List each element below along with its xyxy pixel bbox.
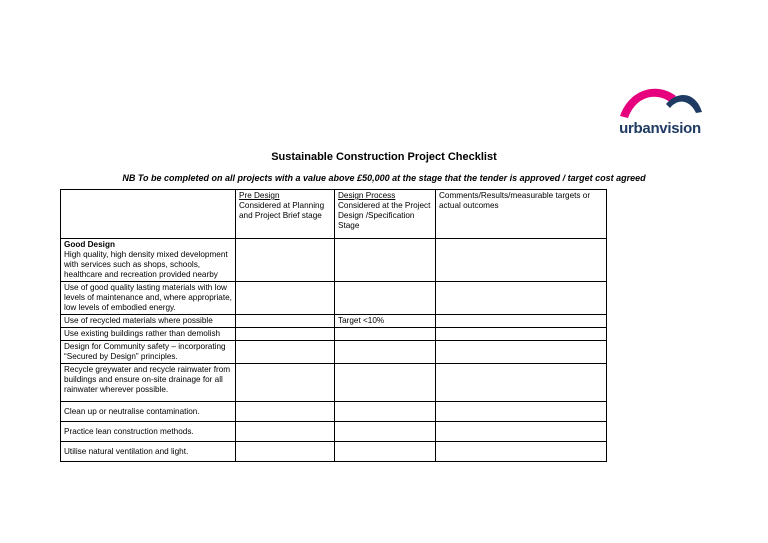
criterion-cell: Utilise natural ventilation and light. (61, 442, 236, 462)
pre-design-cell[interactable] (236, 341, 335, 364)
design-process-cell[interactable] (335, 422, 436, 442)
comments-cell[interactable] (436, 442, 607, 462)
table-row (61, 315, 607, 328)
table-row (61, 328, 607, 341)
pre-design-title: Pre Design (239, 191, 280, 200)
criterion-cell (61, 239, 236, 282)
document-subtitle: NB To be completed on all projects with a value above £50,000 at the stage that the tender is approved / target cost agreed (122, 173, 646, 183)
table-row (61, 422, 607, 442)
logo-wordmark: urbanvision (619, 120, 701, 137)
pre-design-cell[interactable] (236, 402, 335, 422)
criterion-cell: Use of good quality lasting materials with low levels of maintenance and, where appropriate, low levels of embodied energy. (61, 282, 236, 315)
table-row (61, 402, 607, 422)
table-row (61, 341, 607, 364)
section-title: Good Design (64, 240, 115, 249)
criterion-text: High quality, high density mixed development with services such as shops, schools, healthcare and recreation provided nearby (64, 250, 228, 279)
table-row (61, 442, 607, 462)
design-process-cell[interactable] (335, 402, 436, 422)
comments-cell[interactable] (436, 341, 607, 364)
header-criteria-cell (61, 190, 236, 239)
checklist-table (60, 189, 607, 462)
criterion-cell: Clean up or neutralise contamination. (61, 402, 236, 422)
design-process-title: Design Process (338, 191, 396, 200)
table-row (61, 282, 607, 315)
table-row (61, 239, 607, 282)
criterion-cell: Design for Community safety – incorporating “Secured by Design” principles. (61, 341, 236, 364)
comments-cell[interactable] (436, 402, 607, 422)
urbanvision-logo (610, 82, 710, 140)
header-comments (436, 190, 607, 239)
design-process-cell[interactable] (335, 239, 436, 282)
pre-design-cell[interactable] (236, 364, 335, 402)
design-process-cell[interactable] (335, 328, 436, 341)
pre-design-cell[interactable] (236, 315, 335, 328)
criterion-cell: Use existing buildings rather than demolish (61, 328, 236, 341)
pre-design-cell[interactable] (236, 282, 335, 315)
pre-design-cell[interactable] (236, 328, 335, 341)
comments-cell[interactable] (436, 364, 607, 402)
design-process-cell[interactable] (335, 364, 436, 402)
criterion-cell: Use of recycled materials where possible (61, 315, 236, 328)
header-pre-design (236, 190, 335, 239)
comments-cell[interactable] (436, 239, 607, 282)
design-process-cell[interactable] (335, 341, 436, 364)
design-process-cell[interactable] (335, 282, 436, 315)
comments-header-text: Comments/Results/measurable targets or actual outcomes (439, 191, 591, 210)
design-process-cell[interactable] (335, 442, 436, 462)
pre-design-cell[interactable] (236, 442, 335, 462)
criterion-cell: Practice lean construction methods. (61, 422, 236, 442)
comments-cell[interactable] (436, 282, 607, 315)
design-process-desc: Considered at the Project Design /Specification Stage (338, 201, 431, 230)
pre-design-desc: Considered at Planning and Project Brief stage (239, 201, 325, 220)
header-row (61, 190, 607, 239)
design-process-cell[interactable]: Target <10% (335, 315, 436, 328)
header-design-process (335, 190, 436, 239)
pre-design-cell[interactable] (236, 239, 335, 282)
logo-arc-graphic (618, 82, 704, 122)
comments-cell[interactable] (436, 422, 607, 442)
comments-cell[interactable] (436, 328, 607, 341)
table-row (61, 364, 607, 402)
criterion-cell: Recycle greywater and recycle rainwater from buildings and ensure on-site drainage for all rainwater wherever possible. (61, 364, 236, 402)
document-title: Sustainable Construction Project Checklist (271, 151, 497, 163)
pre-design-cell[interactable] (236, 422, 335, 442)
comments-cell[interactable] (436, 315, 607, 328)
